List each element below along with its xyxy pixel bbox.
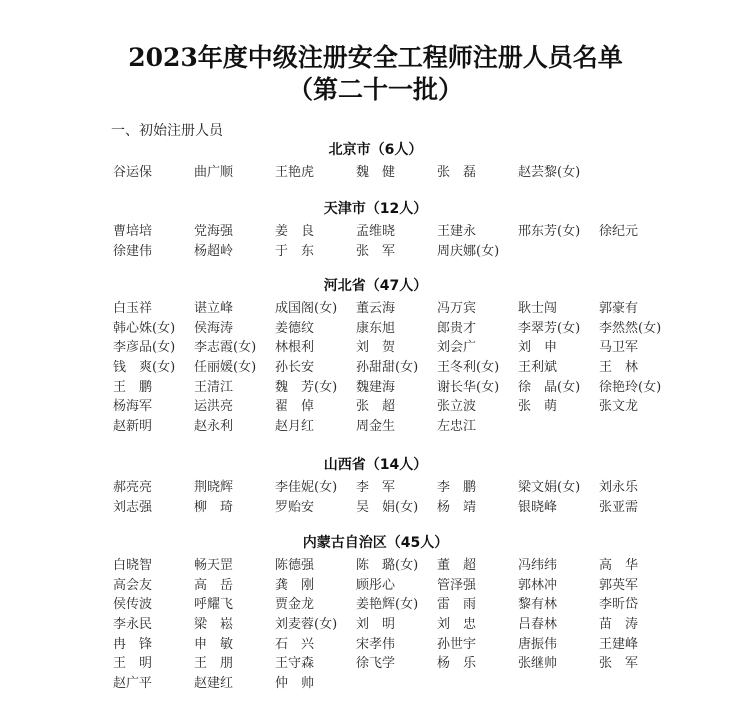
person-name: 陈德强 bbox=[275, 558, 315, 573]
person-name: 吴 娟(女) bbox=[356, 499, 419, 515]
person-name: 赵月红 bbox=[275, 419, 315, 435]
person-name: 唐振伟 bbox=[518, 636, 558, 652]
person-name: 杨海军 bbox=[113, 399, 153, 415]
person-name: 周庆娜(女) bbox=[437, 243, 500, 259]
person-name: 顾彤心 bbox=[356, 577, 396, 593]
person-name: 钱 爽(女) bbox=[113, 360, 176, 376]
person-name: 张 超 bbox=[356, 399, 396, 415]
person-name: 王 林 bbox=[599, 360, 639, 376]
province-inner-mongolia bbox=[0, 534, 751, 692]
person-name: 谌立峰 bbox=[194, 301, 234, 316]
person-name: 刘会广 bbox=[437, 340, 477, 356]
person-name: 张 萌 bbox=[518, 399, 558, 415]
province-tianjin bbox=[0, 200, 751, 259]
name-list bbox=[113, 222, 680, 261]
person-name: 黎有林 bbox=[518, 597, 558, 613]
person-name: 高会友 bbox=[113, 577, 153, 593]
person-name: 王建永 bbox=[437, 224, 477, 239]
province-title: 山西省（14人） bbox=[323, 457, 428, 473]
person-name: 孙长安 bbox=[275, 360, 315, 376]
person-name: 管泽强 bbox=[437, 577, 477, 593]
province-hebei bbox=[0, 277, 751, 435]
person-name: 郭豪有 bbox=[599, 301, 639, 316]
person-name: 王守森 bbox=[275, 656, 315, 672]
person-name: 韩心姝(女) bbox=[113, 320, 176, 336]
person-name: 董 超 bbox=[437, 558, 477, 573]
person-name: 杨超岭 bbox=[194, 243, 234, 259]
person-name: 银晓峰 bbox=[518, 499, 558, 515]
person-name: 刘 忠 bbox=[437, 617, 477, 633]
person-name: 王利斌 bbox=[518, 360, 558, 376]
person-name: 董云海 bbox=[356, 301, 396, 316]
person-name: 冉 锋 bbox=[113, 636, 153, 652]
person-name: 罗贻安 bbox=[275, 499, 315, 515]
person-name: 刘志强 bbox=[113, 499, 153, 515]
person-name: 姜德纹 bbox=[275, 320, 315, 336]
person-name: 魏建海 bbox=[356, 379, 396, 395]
person-name: 李翠芳(女) bbox=[518, 320, 581, 336]
person-name: 李志霞(女) bbox=[194, 340, 257, 356]
person-name: 冯纬纬 bbox=[518, 558, 558, 573]
person-name: 畅天罡 bbox=[194, 558, 234, 573]
person-name: 林根利 bbox=[275, 340, 315, 356]
person-name: 荆晓辉 bbox=[194, 480, 234, 495]
person-name: 杨 乐 bbox=[437, 656, 477, 672]
person-name: 郎贵才 bbox=[437, 320, 477, 336]
person-name: 孙世宇 bbox=[437, 636, 477, 652]
person-name: 曹培培 bbox=[113, 224, 153, 239]
person-name: 郝亮亮 bbox=[113, 480, 153, 495]
person-name: 刘麦蓉(女) bbox=[275, 617, 338, 633]
person-name: 成国阁(女) bbox=[275, 301, 338, 316]
person-name: 曲广顺 bbox=[194, 165, 234, 180]
person-name: 刘 贺 bbox=[356, 340, 396, 356]
person-name: 郭英军 bbox=[599, 577, 639, 593]
person-name: 赵永利 bbox=[194, 419, 234, 435]
person-name: 周金生 bbox=[356, 419, 396, 435]
person-name: 王 明 bbox=[113, 656, 153, 672]
person-name: 党海强 bbox=[194, 224, 234, 239]
person-name: 王艳虎 bbox=[275, 165, 315, 180]
person-name: 刘 明 bbox=[356, 617, 396, 633]
person-name: 赵广平 bbox=[113, 676, 153, 692]
person-name: 申 敏 bbox=[194, 636, 234, 652]
person-name: 侯海涛 bbox=[194, 320, 234, 336]
person-name: 杨 靖 bbox=[437, 499, 477, 515]
person-name: 梁 崧 bbox=[194, 617, 234, 633]
person-name: 宋孝伟 bbox=[356, 636, 396, 652]
person-name: 张立波 bbox=[437, 399, 477, 415]
person-name: 王冬利(女) bbox=[437, 360, 500, 376]
person-name: 孟维晓 bbox=[356, 224, 396, 239]
province-title: 天津市（12人） bbox=[323, 201, 428, 217]
person-name: 谷运保 bbox=[113, 165, 153, 180]
person-name: 左忠江 bbox=[437, 419, 477, 435]
person-name: 陈 璐(女) bbox=[356, 558, 419, 573]
person-name: 张 军 bbox=[356, 243, 396, 259]
person-name: 王建峰 bbox=[599, 636, 639, 652]
person-name: 石 兴 bbox=[275, 636, 315, 652]
person-name: 耿士闯 bbox=[518, 301, 558, 316]
person-name: 张亚需 bbox=[599, 499, 639, 515]
person-name: 于 东 bbox=[275, 243, 315, 259]
person-name: 张继帅 bbox=[518, 656, 558, 672]
person-name: 徐飞学 bbox=[356, 656, 396, 672]
person-name: 柳 琦 bbox=[194, 499, 234, 515]
person-name: 任丽媛(女) bbox=[194, 360, 257, 376]
person-name: 谢长华(女) bbox=[437, 379, 500, 395]
name-list bbox=[113, 478, 680, 517]
person-name: 赵芸黎(女) bbox=[518, 165, 581, 180]
person-name: 邢东芳(女) bbox=[518, 224, 581, 239]
person-name: 雷 雨 bbox=[437, 597, 477, 613]
person-name: 刘 申 bbox=[518, 340, 558, 356]
person-name: 徐 晶(女) bbox=[518, 379, 581, 395]
person-name: 魏 芳(女) bbox=[275, 379, 338, 395]
person-name: 张 军 bbox=[599, 656, 639, 672]
person-name: 刘永乐 bbox=[599, 480, 639, 495]
person-name: 龚 刚 bbox=[275, 577, 315, 593]
person-name: 徐建伟 bbox=[113, 243, 153, 259]
person-name: 白玉祥 bbox=[113, 301, 153, 316]
person-name: 康东旭 bbox=[356, 320, 396, 336]
person-name: 侯传波 bbox=[113, 597, 153, 613]
name-list bbox=[113, 299, 680, 437]
person-name: 苗 涛 bbox=[599, 617, 639, 633]
province-beijing bbox=[0, 141, 751, 180]
person-name: 张 磊 bbox=[437, 165, 477, 180]
person-name: 徐艳玲(女) bbox=[599, 379, 662, 395]
document-title: 2023年度中级注册安全工程师注册人员名单 bbox=[128, 43, 623, 72]
person-name: 李昕岱 bbox=[599, 597, 639, 613]
person-name: 李彦品(女) bbox=[113, 340, 176, 356]
person-name: 赵新明 bbox=[113, 419, 153, 435]
province-title: 内蒙古自治区（45人） bbox=[302, 535, 449, 551]
person-name: 魏 健 bbox=[356, 165, 396, 180]
person-name: 吕春林 bbox=[518, 617, 558, 633]
person-name: 李 军 bbox=[356, 480, 396, 495]
person-name: 李佳妮(女) bbox=[275, 480, 338, 495]
person-name: 仲 帅 bbox=[275, 676, 315, 692]
person-name: 冯万宾 bbox=[437, 301, 477, 316]
person-name: 高 岳 bbox=[194, 577, 234, 593]
person-name: 马卫军 bbox=[599, 340, 639, 356]
person-name: 李永民 bbox=[113, 617, 153, 633]
person-name: 白晓智 bbox=[113, 558, 153, 573]
name-list bbox=[113, 163, 680, 183]
person-name: 贾金龙 bbox=[275, 597, 315, 613]
person-name: 运洪亮 bbox=[194, 399, 234, 415]
person-name: 高 华 bbox=[599, 558, 639, 573]
person-name: 李 鹏 bbox=[437, 480, 477, 495]
section-heading-initial-registration: 一、初始注册人员 bbox=[111, 123, 223, 139]
person-name: 徐纪元 bbox=[599, 224, 639, 239]
document-subtitle: （第二十一批） bbox=[287, 75, 463, 104]
person-name: 王 鹏 bbox=[113, 379, 153, 395]
person-name: 呼耀飞 bbox=[194, 597, 234, 613]
person-name: 梁文娟(女) bbox=[518, 480, 581, 495]
person-name: 李然然(女) bbox=[599, 320, 662, 336]
person-name: 王 朋 bbox=[194, 656, 234, 672]
person-name: 孙甜甜(女) bbox=[356, 360, 419, 376]
person-name: 赵建红 bbox=[194, 676, 234, 692]
person-name: 翟 倬 bbox=[275, 399, 315, 415]
person-name: 张文龙 bbox=[599, 399, 639, 415]
person-name: 姜艳辉(女) bbox=[356, 597, 419, 613]
person-name: 王清江 bbox=[194, 379, 234, 395]
province-title: 北京市（6人） bbox=[328, 142, 423, 158]
person-name: 郭林冲 bbox=[518, 577, 558, 593]
province-shanxi bbox=[0, 456, 751, 515]
person-name: 姜 良 bbox=[275, 224, 315, 239]
name-list bbox=[113, 556, 680, 694]
province-title: 河北省（47人） bbox=[323, 278, 428, 294]
